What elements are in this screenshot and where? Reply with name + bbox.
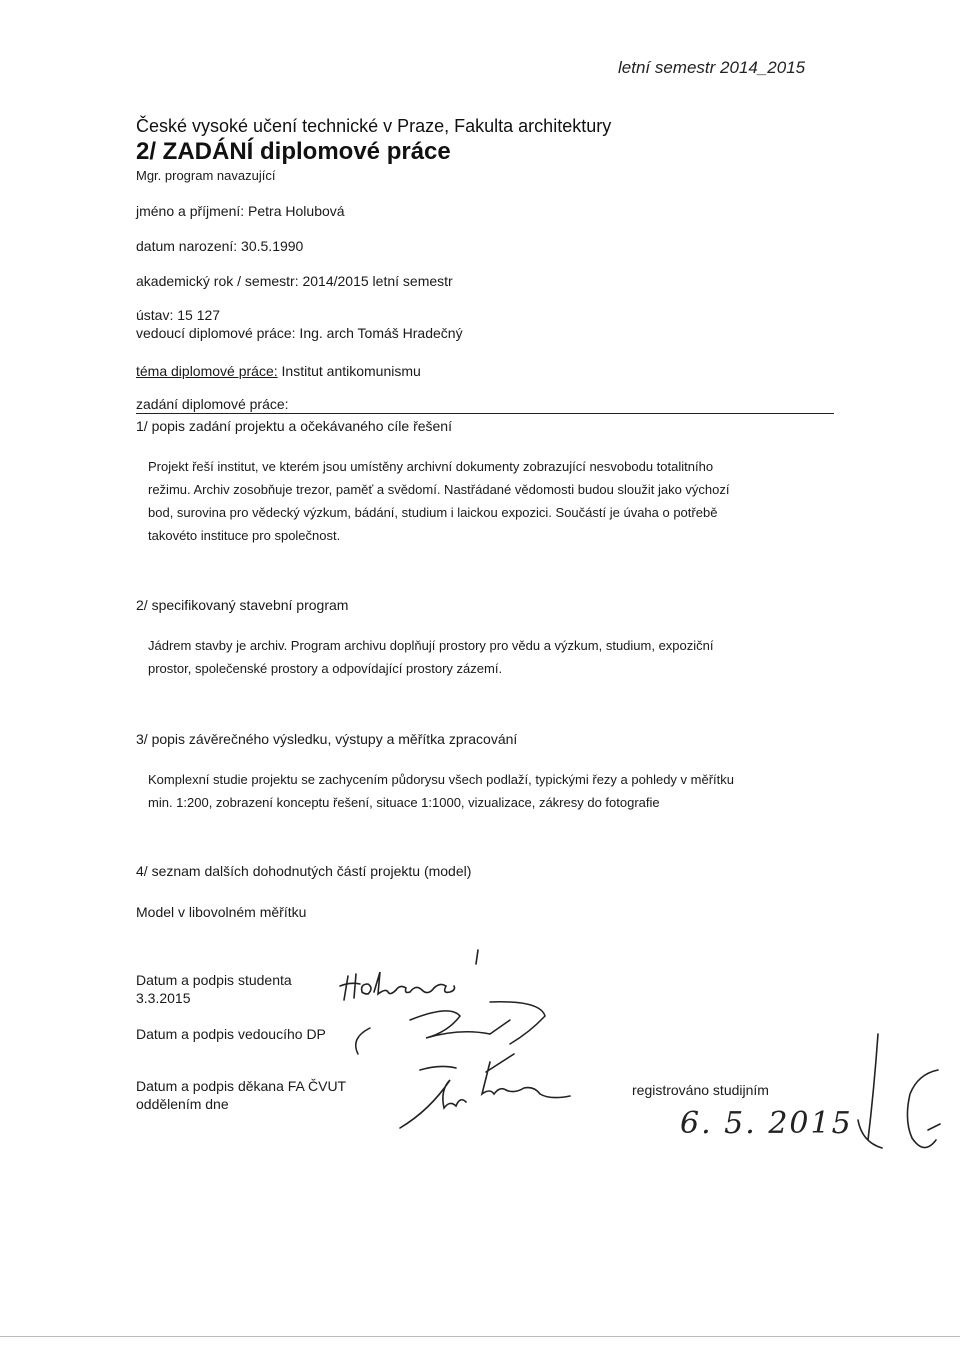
topic-value: Institut antikomunismu bbox=[281, 363, 421, 379]
section-1-line: takovéto instituce pro společnost. bbox=[148, 528, 341, 543]
section-2-heading: 2/ specifikovaný stavební program bbox=[136, 597, 349, 613]
section-1-line: Projekt řeší institut, ve kterém jsou umístěny archivní dokumenty zobrazující nesvobodu totalitního bbox=[148, 459, 714, 474]
section-3-line: Komplexní studie projektu se zachycením půdorysu všech podlaží, typickými řezy a pohledy v měřítku bbox=[148, 772, 734, 787]
section-1-body bbox=[148, 455, 828, 547]
section-1-heading: 1/ popis zadání projektu a očekávaného cíle řešení bbox=[136, 418, 452, 434]
registered-label: registrováno studijním bbox=[632, 1082, 769, 1098]
assignment-rule bbox=[136, 413, 834, 414]
registered-date: 6. 5. 2015 bbox=[680, 1106, 853, 1141]
section-1-line: bod, surovina pro vědecký výzkum, bádání, studium i laickou expozici. Součástí je úvaha o potřebě bbox=[148, 505, 718, 520]
dean-signature bbox=[390, 1050, 590, 1140]
field-birth: datum narození: 30.5.1990 bbox=[136, 238, 304, 254]
section-4-line: Model v libovolném měřítku bbox=[136, 904, 307, 920]
field-institute: ústav: 15 127 bbox=[136, 307, 221, 323]
dean-signature-label: Datum a podpis děkana FA ČVUT bbox=[136, 1078, 347, 1094]
bottom-rule bbox=[0, 1336, 960, 1337]
section-1-line: režimu. Archiv zosobňuje trezor, paměť a svědomí. Nastřádané vědomosti budou sloužit jako výchozí bbox=[148, 482, 730, 497]
assignment-label: zadání diplomové práce: bbox=[136, 396, 289, 412]
student-signature-label: Datum a podpis studenta bbox=[136, 972, 292, 988]
dean-signature-label-2: oddělením dne bbox=[136, 1096, 229, 1112]
field-topic bbox=[136, 363, 421, 379]
supervisor-signature-label: Datum a podpis vedoucího DP bbox=[136, 1026, 326, 1042]
field-name: jméno a příjmení: Petra Holubová bbox=[136, 203, 345, 219]
section-2-line: prostor, společenské prostory a odpovídající prostory zázemí. bbox=[148, 661, 503, 676]
student-signature-date: 3.3.2015 bbox=[136, 990, 191, 1006]
semester-corner: letní semestr 2014_2015 bbox=[618, 58, 806, 77]
registrar-signature bbox=[848, 1030, 948, 1160]
section-3-heading: 3/ popis závěrečného výsledku, výstupy a měřítka zpracování bbox=[136, 731, 518, 747]
section-2-line: Jádrem stavby je archiv. Program archivu doplňují prostory pro vědu a výzkum, studium, expoziční bbox=[148, 638, 714, 653]
field-supervisor: vedoucí diplomové práce: Ing. arch Tomáš Hradečný bbox=[136, 325, 463, 341]
field-year: akademický rok / semestr: 2014/2015 letní semestr bbox=[136, 273, 453, 289]
program: Mgr. program navazující bbox=[136, 168, 276, 183]
section-3-line: min. 1:200, zobrazení konceptu řešení, situace 1:1000, vizualizace, zákresy do fotografie bbox=[148, 795, 660, 810]
section-2-body bbox=[148, 634, 828, 680]
topic-label: téma diplomové práce: bbox=[136, 363, 278, 379]
section-4-heading: 4/ seznam dalších dohodnutých částí projektu (model) bbox=[136, 863, 472, 879]
school-name: České vysoké učení technické v Praze, Fakulta architektury bbox=[136, 116, 612, 136]
section-3-body bbox=[148, 768, 828, 814]
document-title: 2/ ZADÁNÍ diplomové práce bbox=[136, 138, 451, 165]
